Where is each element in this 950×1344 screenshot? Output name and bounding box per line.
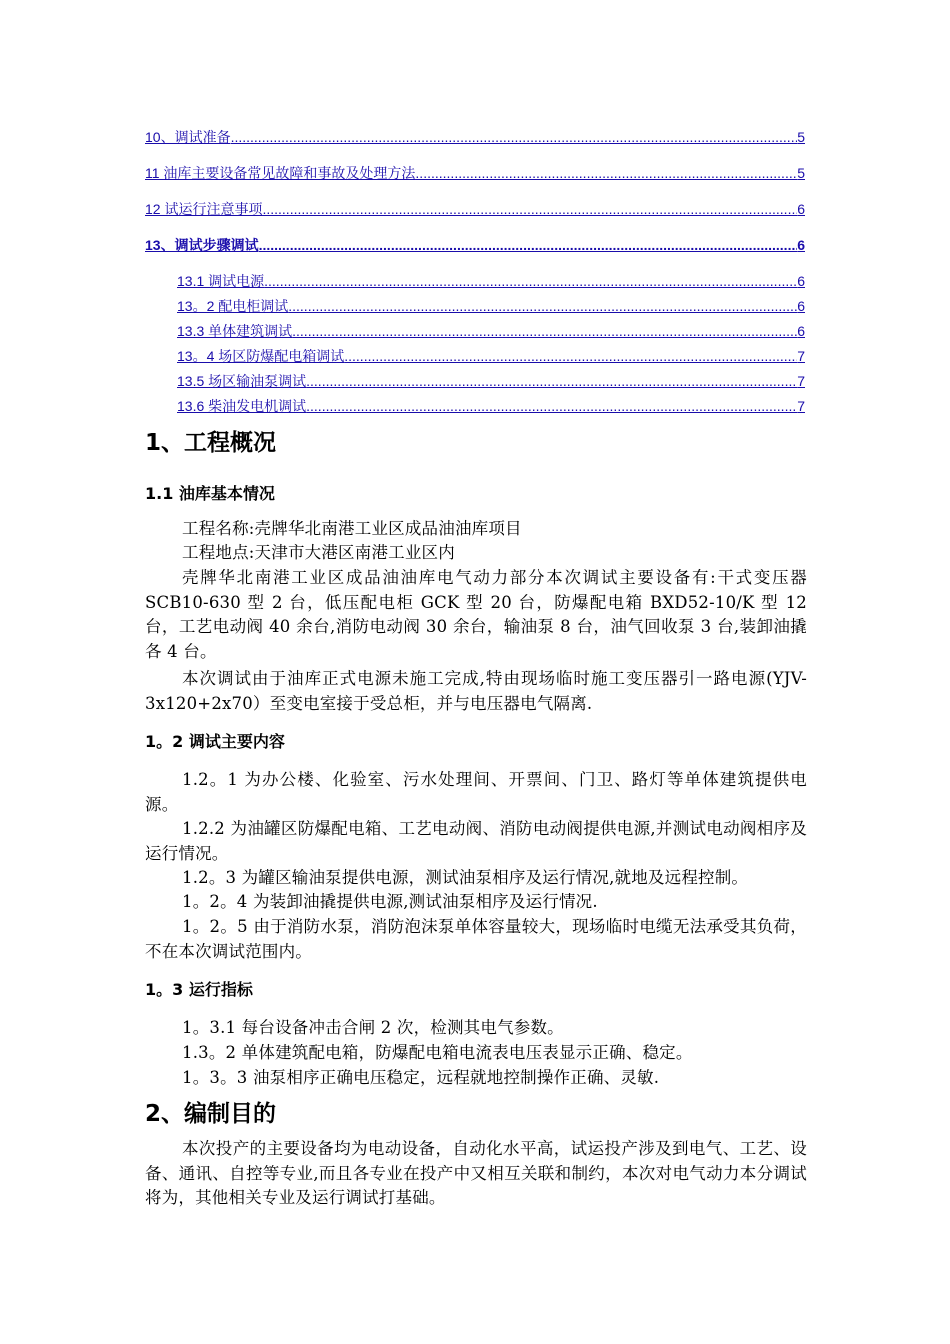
toc-entry[interactable] bbox=[145, 199, 805, 219]
paragraph: 本次投产的主要设备均为电动设备，自动化水平高，试运投产涉及到电气、工艺、设备、通讯、自控等专业,而且各专业在投产中又相互关联和制约，本次对电气动力本分调试将为，其他相关专业及运行调试打基础。 bbox=[145, 1139, 807, 1207]
toc-entry-page: 5 bbox=[797, 129, 805, 145]
toc-subentry[interactable] bbox=[177, 346, 805, 366]
toc-leader-dots bbox=[259, 237, 798, 253]
toc-entry-page: 7 bbox=[797, 398, 805, 414]
toc-entry-title: 13。2 配电柜调试 bbox=[177, 298, 289, 314]
paragraph: 1。2。5 由于消防水泵，消防泡沫泵单体容量较大，现场临时电缆无法承受其负荷，不在本次调试范围内。 bbox=[145, 917, 807, 961]
toc-entry[interactable] bbox=[145, 163, 805, 183]
toc-subentry[interactable] bbox=[177, 321, 805, 341]
toc-subentry[interactable] bbox=[177, 396, 805, 416]
toc-entry[interactable] bbox=[145, 235, 805, 255]
toc-entry-title: 13.6 柴油发电机调试 bbox=[177, 398, 307, 414]
paragraph: 1。3.1 每台设备冲击合闸 2 次，检测其电气参数。 bbox=[182, 1018, 564, 1037]
subsection-heading: 1.1 油库基本情况 bbox=[145, 484, 275, 503]
section-heading: 1、工程概况 bbox=[145, 430, 277, 456]
toc-leader-dots bbox=[264, 273, 797, 289]
toc-entry-page: 7 bbox=[797, 373, 805, 389]
toc-entry-page: 6 bbox=[797, 323, 805, 339]
toc-entry-page: 5 bbox=[797, 165, 805, 181]
toc-leader-dots bbox=[306, 373, 797, 389]
toc-leader-dots bbox=[306, 398, 797, 414]
toc-entry-title: 11 油库主要设备常见故障和事故及处理方法 bbox=[145, 165, 416, 181]
toc-leader-dots bbox=[292, 323, 797, 339]
toc-entry-page: 7 bbox=[797, 348, 805, 364]
toc-entry-page: 6 bbox=[797, 237, 805, 253]
power-source-paragraph: 本次调试由于油库正式电源未施工完成,特由现场临时施工变压器引一路电源(YJV-3x120+2x70）至变电室接于受总柜，并与电压器电气隔离. bbox=[145, 669, 807, 713]
toc-subentry[interactable] bbox=[177, 271, 805, 291]
toc-entry-title: 12 试运行注意事项 bbox=[145, 201, 263, 217]
toc-entry-page: 6 bbox=[797, 298, 805, 314]
equipment-paragraph: 壳牌华北南港工业区成品油油库电气动力部分本次调试主要设备有:干式变压器 SCB10-630 型 2 台，低压配电柜 GCK 型 20 台，防爆配电箱 BXD52-10/K 型 12 台，工艺电动阀 40 余台,消防电动阀 30 余台，输油泵 8 台，油气回收泵 3 台,装卸油撬各 4 台。 bbox=[145, 568, 807, 661]
project-name: 工程名称:壳牌华北南港工业区成品油油库项目 bbox=[182, 519, 522, 538]
toc-leader-dots bbox=[288, 298, 797, 314]
toc-leader-dots bbox=[344, 348, 797, 364]
toc-subentry[interactable] bbox=[177, 296, 805, 316]
toc-entry-title: 13.3 单体建筑调试 bbox=[177, 323, 293, 339]
toc-entry-page: 6 bbox=[797, 201, 805, 217]
toc-entry[interactable] bbox=[145, 127, 805, 147]
paragraph: 1。2。4 为装卸油撬提供电源,测试油泵相序及运行情况. bbox=[182, 892, 598, 911]
paragraph: 1.2。3 为罐区输油泵提供电源，测试油泵相序及运行情况,就地及远程控制。 bbox=[182, 868, 749, 887]
toc-entry-title: 13.1 调试电源 bbox=[177, 273, 265, 289]
paragraph: 1。3。3 油泵相序正确电压稳定，远程就地控制操作正确、灵敏. bbox=[182, 1068, 660, 1087]
section-heading: 2、编制目的 bbox=[145, 1101, 277, 1127]
subsection-heading: 1。3 运行指标 bbox=[145, 980, 253, 999]
paragraph: 1.2。1 为办公楼、化验室、污水处理间、开票间、门卫、路灯等单体建筑提供电源。 bbox=[145, 770, 807, 814]
toc-entry-title: 13。4 场区防爆配电箱调试 bbox=[177, 348, 345, 364]
toc-entry-title: 10、调试准备 bbox=[145, 129, 231, 145]
toc-entry-title: 13、调试步骤调试 bbox=[145, 237, 259, 253]
toc-leader-dots bbox=[231, 129, 798, 145]
project-location: 工程地点:天津市大港区南港工业区内 bbox=[182, 543, 455, 562]
paragraph: 1.3。2 单体建筑配电箱，防爆配电箱电流表电压表显示正确、稳定。 bbox=[182, 1043, 693, 1062]
toc-leader-dots bbox=[415, 165, 797, 181]
paragraph: 1.2.2 为油罐区防爆配电箱、工艺电动阀、消防电动阀提供电源,并测试电动阀相序及运行情况。 bbox=[145, 819, 807, 863]
toc-leader-dots bbox=[262, 201, 797, 217]
toc-subentry[interactable] bbox=[177, 371, 805, 391]
toc-entry-title: 13.5 场区输油泵调试 bbox=[177, 373, 307, 389]
toc-entry-page: 6 bbox=[797, 273, 805, 289]
subsection-heading: 1。2 调试主要内容 bbox=[145, 732, 285, 751]
